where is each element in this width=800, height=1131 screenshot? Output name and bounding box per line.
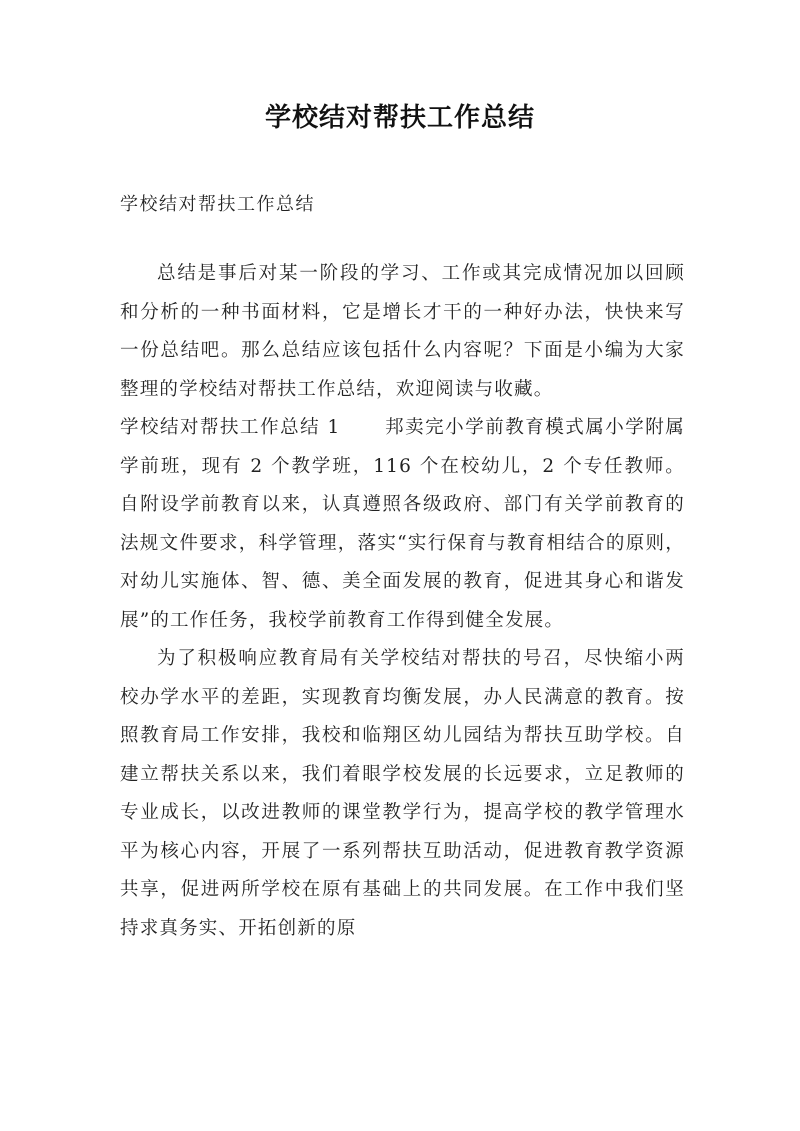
section-1-text: 邦卖完小学前教育模式属小学附属学前班，现有 2 个教学班，116 个在校幼儿，2 个专任教师。自附设学前教育以来，认真遵照各级政府、部门有关学前教育的法规文件要求，科学管理，落实“实行保育与教育相结合的原则，对幼儿实施体、智、德、美全面发展的教育，促进其身心和谐发展”的工作任务，我校学前教育工作得到健全发展。 — [120, 417, 685, 631]
document-body — [120, 255, 685, 948]
document-subtitle: 学校结对帮扶工作总结 — [120, 194, 315, 215]
section-1-paragraph — [120, 409, 685, 640]
section-1-heading: 学校结对帮扶工作总结 1 — [120, 417, 341, 438]
paragraph-2: 为了积极响应教育局有关学校结对帮扶的号召，尽快缩小两校办学水平的差距，实现教育均衡发展，办人民满意的教育。按照教育局工作安排，我校和临翔区幼儿园结为帮扶互助学校。自建立帮扶关系以来，我们着眼学校发展的长远要求，立足教师的专业成长，以改进教师的课堂教学行为，提高学校的教学管理水平为核心内容，开展了一系列帮扶互助活动，促进教育教学资源共享，促进两所学校在原有基础上的共同发展。在工作中我们坚持求真务实、开拓创新的原 — [120, 648, 685, 939]
document-title: 学校结对帮扶工作总结 — [264, 103, 535, 133]
intro-paragraph: 总结是事后对某一阶段的学习、工作或其完成情况加以回顾和分析的一种书面材料，它是增长才干的一种好办法，快快来写一份总结吧。那么总结应该包括什么内容呢？下面是小编为大家整理的学校结对帮扶工作总结，欢迎阅读与收藏。 — [120, 263, 685, 400]
